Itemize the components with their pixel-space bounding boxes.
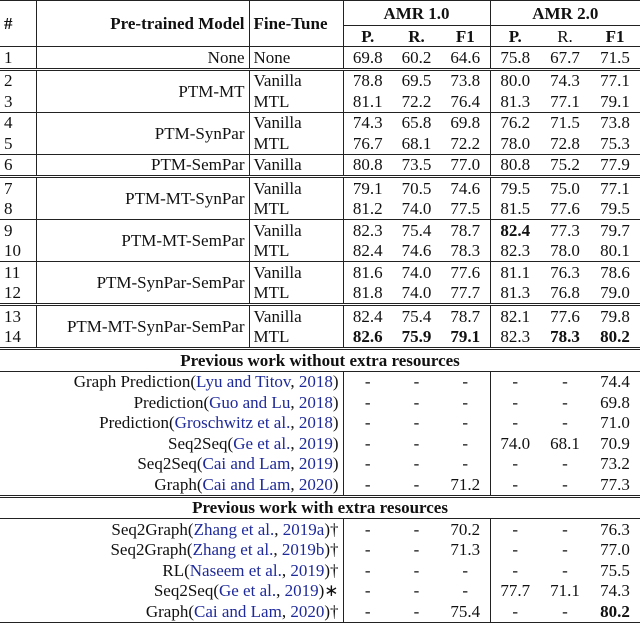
value-cell: 78.7 [450,306,481,326]
value-cell: - [343,519,392,540]
value-cell: 82.3 [490,241,540,262]
value-cell: - [462,454,469,474]
method-name [0,581,343,602]
value-cell: 76.3 [600,519,630,539]
method-suffix: ) [332,433,339,453]
method-label: Graph( [145,601,195,621]
value-cell: 79.0 [590,283,640,305]
value-cell: - [343,454,392,475]
value-cell: - [490,519,540,540]
row-number: 3 [0,91,36,112]
finetune-cell: MTL [249,199,343,220]
value-cell: 69.8 [600,392,630,412]
value-cell: 82.3 [490,327,540,349]
value-cell: 81.8 [343,283,392,305]
citation-year: 2018 [298,392,333,412]
value-cell: - [413,540,420,560]
value-cell: - [343,392,392,413]
value-cell: 79.7 [600,220,630,240]
metric-p: P. [343,26,392,47]
value-cell: 77.3 [590,474,640,496]
method-label: Prediction( [133,392,210,412]
value-cell: - [343,433,392,454]
method-label: RL( [162,560,190,580]
value-cell: - [392,601,441,622]
method-name [0,392,343,413]
value-cell: - [413,392,420,412]
header-amr1: AMR 1.0 [343,1,490,26]
value-cell: 77.1 [600,178,630,198]
method-name [0,519,343,540]
citation-link: Zhang et al. [192,540,274,560]
table-row [0,69,640,91]
method-name [0,474,343,496]
value-cell: 82.4 [343,241,392,262]
value-cell: 79.5 [590,199,640,220]
value-cell: 69.5 [401,71,432,91]
value-cell: 68.1 [392,133,441,154]
value-cell: - [462,560,469,580]
value-cell: - [562,519,568,539]
value-cell: 74.0 [392,283,441,305]
citation-link: Naseem et al. [189,560,282,580]
method-suffix: ) [332,372,339,392]
value-cell: 80.8 [343,154,392,177]
value-cell: - [413,433,420,453]
method-label: Graph( [154,474,203,494]
citation-year: 2019 [298,433,333,453]
citation-year: 2019b [281,540,325,560]
citation-link: Cai and Lam [194,601,282,621]
value-cell: 82.4 [343,305,392,327]
row-number: 10 [0,241,36,262]
table-row [0,112,640,133]
value-cell: 74.0 [401,262,432,282]
method-name [0,433,343,454]
value-cell: - [490,601,540,622]
value-cell: 75.5 [600,560,630,580]
value-cell: - [562,454,568,474]
value-cell: 73.8 [450,71,481,91]
row-number: 7 [4,178,13,198]
method-name [0,371,343,392]
value-cell: 65.8 [401,113,432,133]
finetune-cell: Vanilla [249,262,343,283]
method-suffix: ) [332,474,339,494]
table-row [0,560,640,581]
finetune-cell: MTL [249,133,343,154]
value-cell: 76.8 [540,283,590,305]
citation-sep: , [274,519,283,539]
value-cell: - [562,413,568,433]
value-cell: 77.9 [590,154,640,177]
method-label: Seq2Seq( [168,433,234,453]
value-cell: 80.8 [490,154,540,177]
method-label: Seq2Graph( [111,519,194,539]
value-cell: - [562,540,568,560]
table-row [0,305,640,327]
value-cell: - [343,371,392,392]
value-cell: 82.6 [343,327,392,349]
value-cell: - [462,581,469,601]
model-name: PTM-SynPar-SemPar [36,262,249,305]
value-cell: 79.1 [441,327,490,349]
value-cell: 71.5 [590,47,640,70]
method-suffix: )† [324,601,339,621]
table-body [0,47,640,623]
value-cell: 71.5 [550,113,580,133]
citation-sep: , [290,474,299,494]
value-cell: 74.3 [550,71,580,91]
value-cell: 74.6 [392,241,441,262]
value-cell: 72.8 [540,133,590,154]
citation-link: Cai and Lam [202,474,291,494]
value-cell: - [413,519,420,539]
metric-p: P. [490,26,540,47]
value-cell: 77.1 [540,91,590,112]
method-name [0,413,343,434]
table-row [0,371,640,392]
value-cell: - [462,433,469,453]
row-number: 4 [4,113,13,133]
value-cell: 72.2 [441,133,490,154]
citation-sep: , [290,433,299,453]
method-name [0,454,343,475]
citation-sep: , [290,413,299,433]
value-cell: - [343,581,392,602]
value-cell: 75.4 [441,601,490,622]
table-row [0,474,640,496]
value-cell: 74.3 [600,581,630,601]
citation-sep: , [281,560,291,580]
value-cell: 78.3 [540,327,590,349]
finetune-cell: MTL [249,241,343,262]
model-name: PTM-SynPar [36,112,249,154]
model-name: PTM-MT-SynPar [36,177,249,220]
citation-year: 2018 [298,413,333,433]
finetune-cell: MTL [249,91,343,112]
value-cell: - [462,392,469,412]
value-cell: 74.6 [450,178,481,198]
table-row [0,220,640,241]
value-cell: 60.2 [392,47,441,70]
table-row [0,413,640,434]
method-label: Prediction( [99,413,175,433]
value-cell: 77.0 [441,154,490,177]
value-cell: 79.1 [343,177,392,199]
value-cell: 77.6 [540,199,590,220]
citation-link: Ge et al. [218,581,277,601]
value-cell: 77.3 [550,220,580,240]
value-cell: 74.0 [392,199,441,220]
value-cell: 81.3 [490,91,540,112]
section-title: Previous work with extra resources [0,496,640,519]
header-model: Pre-trained Model [36,1,249,47]
value-cell: 71.0 [600,413,630,433]
value-cell: - [413,454,420,474]
finetune-cell: Vanilla [249,112,343,133]
method-suffix: )† [324,540,339,560]
metric-r: R. [540,26,590,47]
value-cell: - [343,560,392,581]
citation-link: Lyu and Titov [196,372,291,392]
citation-sep: , [281,601,291,621]
value-cell: 76.3 [550,262,580,282]
value-cell: 69.8 [450,113,481,133]
method-label: Graph Prediction( [73,372,196,392]
value-cell: - [343,601,392,622]
model-name: PTM-MT-SemPar [36,220,249,262]
citation-link: Guo and Lu [209,392,291,412]
value-cell: 80.1 [590,241,640,262]
value-cell: 77.7 [490,581,540,602]
value-cell: 78.6 [600,262,630,282]
model-name: PTM-SemPar [36,154,249,177]
finetune-cell: MTL [249,327,343,349]
value-cell: - [413,560,420,580]
value-cell: 78.8 [343,69,392,91]
finetune-cell: Vanilla [249,177,343,199]
value-cell: 71.3 [450,540,481,560]
row-number: 2 [4,71,13,91]
model-name: None [36,47,249,70]
row-number: 11 [4,262,21,282]
value-cell: 75.2 [540,154,590,177]
metric-f1: F1 [441,26,490,47]
value-cell: 77.0 [600,540,630,560]
finetune-cell: Vanilla [249,154,343,177]
citation-link: Ge et al. [233,433,291,453]
value-cell: 76.2 [490,112,540,133]
finetune-cell: Vanilla [249,305,343,327]
method-suffix: ) [332,413,339,433]
citation-sep: , [290,392,299,412]
value-cell: 78.0 [540,241,590,262]
value-cell: - [490,454,540,475]
value-cell: 81.5 [490,199,540,220]
header-amr2: AMR 2.0 [490,1,640,26]
header-num: # [0,1,36,47]
value-cell: 70.9 [600,433,630,453]
citation-link: Cai and Lam [202,454,291,474]
value-cell: 80.0 [490,69,540,91]
value-cell: - [343,540,392,561]
value-cell: 73.8 [600,113,630,133]
value-cell: 80.2 [590,601,640,622]
value-cell: 76.4 [441,91,490,112]
value-cell: 73.5 [392,154,441,177]
value-cell: 79.8 [600,306,630,326]
value-cell: 81.6 [343,262,392,283]
model-name: PTM-MT-SynPar-SemPar [36,305,249,349]
value-cell: - [462,413,469,433]
value-cell: - [490,540,540,561]
value-cell: - [413,581,420,601]
table-row [0,519,640,540]
finetune-cell: Vanilla [249,69,343,91]
value-cell: 81.1 [343,91,392,112]
value-cell: 77.7 [441,283,490,305]
metric-r: R. [392,26,441,47]
table-row [0,433,640,454]
table-row [0,154,640,177]
table-row [0,392,640,413]
value-cell: - [490,371,540,392]
citation-year: 2019 [298,454,333,474]
value-cell: 79.5 [490,177,540,199]
value-cell: 67.7 [540,47,590,70]
value-cell: 70.5 [401,178,432,198]
method-suffix: ) [332,454,339,474]
finetune-cell: None [249,47,343,70]
citation-sep: , [290,454,299,474]
citation-link: Groschwitz et al. [174,413,291,433]
value-cell: - [392,474,441,496]
citation-sep: , [273,540,282,560]
header-finetune: Fine-Tune [249,1,343,47]
value-cell: 77.5 [441,199,490,220]
method-suffix: ) [332,392,339,412]
method-name [0,560,343,581]
row-number: 13 [4,306,21,326]
citation-sep: , [276,581,285,601]
citation-year: 2019 [290,560,325,580]
value-cell: 70.2 [450,519,481,539]
value-cell: 71.1 [550,581,580,601]
table-row [0,601,640,622]
value-cell: - [562,560,568,580]
value-cell: 75.3 [590,133,640,154]
section-title: Previous work without extra resources [0,349,640,372]
method-name [0,540,343,561]
value-cell: 75.8 [490,47,540,70]
method-suffix: )† [324,519,339,539]
table-row [0,177,640,199]
value-cell: 78.3 [441,241,490,262]
value-cell: 74.3 [343,112,392,133]
method-suffix: )∗ [318,581,339,601]
value-cell: 74.0 [490,433,540,454]
value-cell: 75.4 [401,306,432,326]
method-label: Seq2Seq( [137,454,203,474]
value-cell: 77.6 [550,306,580,326]
value-cell: 76.7 [343,133,392,154]
row-number: 12 [0,283,36,305]
value-cell: 78.7 [450,220,481,240]
value-cell: 82.1 [490,305,540,327]
value-cell: - [343,413,392,434]
citation-year: 2019 [284,581,319,601]
value-cell: 75.9 [392,327,441,349]
section-header-row [0,496,640,519]
value-cell: 79.1 [590,91,640,112]
value-cell: - [490,474,540,496]
row-number: 5 [0,133,36,154]
value-cell: 82.4 [490,220,540,241]
value-cell: 77.6 [450,262,481,282]
value-cell: - [413,413,420,433]
value-cell: 78.0 [490,133,540,154]
table-row [0,47,640,70]
table-row [0,581,640,602]
model-name: PTM-MT [36,69,249,112]
citation-year: 2020 [290,601,325,621]
row-number: 1 [0,47,36,70]
value-cell: 68.1 [550,433,580,453]
value-cell: - [540,601,590,622]
row-number: 14 [0,327,36,349]
value-cell: - [562,392,568,412]
value-cell: - [413,372,420,392]
value-cell: 81.2 [343,199,392,220]
value-cell: 69.8 [343,47,392,70]
method-suffix: )† [324,560,339,580]
method-label: Seq2Seq( [153,581,219,601]
value-cell: 64.6 [441,47,490,70]
row-number: 8 [0,199,36,220]
value-cell: - [562,372,568,392]
value-cell: 81.1 [490,262,540,283]
value-cell: - [490,413,540,434]
value-cell: 77.1 [600,71,630,91]
value-cell: - [490,392,540,413]
value-cell: 81.3 [490,283,540,305]
value-cell: - [343,474,392,496]
value-cell: 74.4 [600,372,630,392]
value-cell: 82.3 [343,220,392,241]
value-cell: 73.2 [600,454,630,474]
value-cell: 75.4 [401,220,432,240]
table-row [0,540,640,561]
value-cell: 75.0 [550,178,580,198]
value-cell: 72.2 [392,91,441,112]
citation-year: 2020 [298,474,333,494]
citation-year: 2019a [282,519,325,539]
method-name [0,601,343,622]
finetune-cell: MTL [249,283,343,305]
section-header-row [0,349,640,372]
value-cell: 71.2 [441,474,490,496]
value-cell: - [462,372,469,392]
row-number: 9 [4,220,13,240]
finetune-cell: Vanilla [249,220,343,241]
table-row [0,454,640,475]
metric-f1: F1 [590,26,640,47]
value-cell: - [540,474,590,496]
citation-sep: , [290,372,299,392]
method-label: Seq2Graph( [110,540,193,560]
citation-year: 2018 [298,372,333,392]
value-cell: - [490,560,540,581]
row-number: 6 [0,154,36,177]
table-row [0,262,640,283]
citation-link: Zhang et al. [193,519,275,539]
value-cell: 80.2 [590,327,640,349]
